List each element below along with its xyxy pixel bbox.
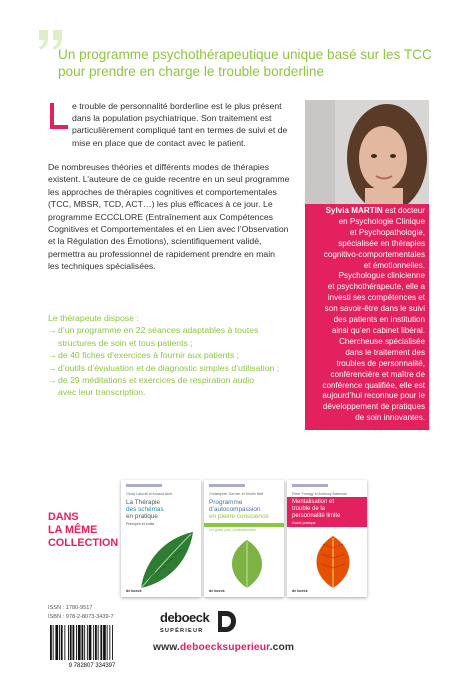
- barcode-bar: [109, 625, 110, 660]
- book-subtitle: Un guide pour professionnels: [209, 528, 256, 532]
- issn: ISSN : 1780-9517: [48, 605, 93, 611]
- bio-line: Chercheuse spécialisée: [339, 336, 425, 346]
- barcode-bar: [84, 625, 85, 660]
- bio-line: et Psychopathologie,: [349, 227, 425, 237]
- barcode-bar: [100, 625, 102, 660]
- url-domain: deboecksuperieur: [179, 642, 270, 653]
- dropcap-letter: [48, 102, 70, 130]
- list-item: [48, 374, 298, 386]
- barcode-bar: [112, 625, 113, 660]
- intro-line: particulièrement compliqué tant en termes de suivi et de: [72, 125, 288, 136]
- book-title-line: en pratique: [126, 513, 158, 520]
- author-name: Sylvia MARTIN: [325, 206, 383, 215]
- publisher-logo: [160, 609, 238, 635]
- list-item-text: d’outils d’évaluation et de diagnostic simples d’utilisation ;: [58, 362, 280, 373]
- arrow-right-icon: →: [48, 325, 57, 336]
- series-bar: [292, 484, 328, 487]
- bio-line: son savoir-être dans le suivi: [324, 304, 425, 314]
- book-title-line: des schémas: [126, 506, 164, 513]
- book-title-line: La Thérapie: [126, 499, 160, 506]
- book-subtitle: Principes et outils: [126, 522, 155, 526]
- bio-line: aujourd’hui reconnue pour le: [322, 391, 425, 401]
- bio-line: développement de pratiques: [322, 402, 425, 412]
- leaf-illustration: [135, 530, 197, 590]
- website-url[interactable]: [153, 642, 294, 653]
- book-cover[interactable]: [121, 480, 201, 597]
- bio-line: est docteur: [384, 206, 425, 215]
- barcode: [48, 624, 136, 668]
- title-band: [204, 523, 284, 527]
- barcode-bar: [55, 625, 58, 660]
- barcode-number: 9 782807 334397: [68, 663, 116, 668]
- intro-line: e trouble de personnalité borderline est le plus présent: [72, 101, 282, 111]
- collection-label-line: LA MÊME: [48, 524, 98, 536]
- author-photo: [305, 100, 429, 204]
- headline-line-1: Un programme psychothérapeutique unique basé sur les TCC: [58, 47, 432, 62]
- list-item: [48, 362, 298, 374]
- book-cover[interactable]: [204, 480, 284, 597]
- bio-line: ainsi qu’en cabinet libéral.: [331, 325, 425, 335]
- bio-line: et émotionnelles.: [363, 260, 425, 270]
- therapist-heading: Le thérapeute dispose :: [48, 313, 139, 323]
- issn-isbn-block: [48, 604, 114, 621]
- book-title-line: Programme: [209, 499, 243, 506]
- description-line: les approches de thérapies cognitives et comportementales: [48, 186, 277, 197]
- book-publisher-logo: de boeck: [292, 589, 308, 593]
- description-line: existent. L’auteure de ce guide recentre en un seul programme: [48, 174, 290, 185]
- isbn: ISBN : 978-2-8073-3439-7: [48, 613, 114, 620]
- bio-line: troubles de personnalité,: [336, 358, 425, 368]
- bio-line: cognitivo-comportementales: [323, 249, 425, 259]
- bio-line: et psychothérapeute, elle a: [327, 282, 425, 292]
- description-paragraph: [48, 161, 302, 273]
- bio-line: des patients en institution: [333, 315, 425, 325]
- url-prefix: www.: [153, 642, 180, 653]
- headline-line-2: pour prendre en charge le trouble borderline: [58, 64, 325, 79]
- bio-line: Psychologue clinicienne: [338, 271, 425, 281]
- barcode-bar: [78, 625, 81, 660]
- book-title-line: d’autocompassion: [209, 506, 261, 513]
- book-title: [292, 499, 364, 520]
- description-line: permettra au professionnel de rapidement prendre en main: [48, 248, 275, 259]
- barcode-bar: [59, 625, 60, 660]
- barcode-bar: [68, 625, 69, 660]
- description-line: Cognitives et Comportementales et en Lien avec l’Observation: [48, 224, 289, 235]
- barcode-bar: [70, 625, 72, 660]
- description-line: et la Régulation des Émotions), scientifiquement validé,: [48, 236, 262, 247]
- bio-line: de soin innovantes.: [355, 413, 425, 423]
- book-title-line: Mentalisation et: [292, 499, 335, 505]
- book-authors: Christopher Germer et Kristin Neff: [209, 492, 264, 496]
- publisher-name: deboeck: [160, 610, 210, 625]
- book-title-line: en pleine conscience: [209, 513, 269, 520]
- list-item-text: de 40 fiches d’exercices à fournir aux patients ;: [58, 350, 240, 361]
- bio-line: en Psychologie Clinique: [338, 216, 425, 226]
- collection-label-line: COLLECTION: [48, 537, 119, 549]
- list-item-continuation: structures de soin et tous patients ;: [58, 337, 193, 348]
- barcode-bar: [64, 625, 65, 660]
- barcode-bar: [61, 625, 63, 660]
- book-publisher-logo: de boeck: [209, 589, 225, 593]
- book-title: [209, 499, 281, 520]
- leaf-illustration: [222, 538, 272, 590]
- bio-line: dans le traitement des: [345, 347, 425, 357]
- book-title: [126, 499, 198, 520]
- description-line: De nombreuses théories et différents modes de thérapies: [48, 162, 270, 172]
- therapist-list: [48, 312, 298, 399]
- description-line: (TCC, MBSR, TCD, ACT…) les plus efficaces à ce jour. Le: [48, 199, 273, 210]
- barcode-bar: [73, 625, 75, 660]
- intro-line: dans la population psychiatrique. Son traitement est: [72, 113, 272, 124]
- book-publisher-logo: de boeck: [126, 589, 142, 593]
- bio-line: investi ses compétences et: [327, 293, 425, 303]
- barcode-bar: [87, 625, 88, 660]
- author-bio: [313, 206, 425, 424]
- list-item: [48, 349, 298, 361]
- barcode-bar: [103, 625, 106, 660]
- series-bar: [126, 484, 162, 487]
- bio-line: conférencière et maître de: [330, 369, 425, 379]
- barcode-bar: [98, 625, 99, 660]
- list-item: [48, 324, 298, 336]
- bio-line: spécialisée en thérapies: [338, 238, 425, 248]
- barcode-bar: [93, 625, 94, 660]
- arrow-right-icon: →: [48, 362, 57, 373]
- leaf-illustration: [307, 534, 359, 590]
- book-title-line: personnalité limite: [292, 513, 341, 519]
- barcode-bar: [76, 625, 77, 660]
- book-authors: Cindy Lalovitt et Arnaud Arnb: [126, 492, 173, 496]
- headline: [58, 46, 438, 80]
- bio-line: conférence qualifiée, elle est: [322, 380, 425, 390]
- dropcap-text: L: [48, 102, 49, 103]
- book-cover[interactable]: [287, 480, 367, 597]
- barcode-bar: [53, 625, 54, 660]
- list-item-text: d’un programme en 22 séances adaptables à toutes: [58, 325, 259, 336]
- list-item-text: de 29 méditations et exercices de respiration audio: [58, 375, 255, 386]
- intro-line: mise en place que de contact avec le patient.: [72, 137, 246, 148]
- intro-paragraph: [72, 100, 296, 149]
- description-line: programme ECCCLORE (Entraînement aux Compétences: [48, 211, 274, 222]
- barcode-bar: [95, 625, 97, 660]
- barcode-bar: [82, 625, 84, 660]
- collection-label-line: DANS: [48, 511, 79, 523]
- list-item-continuation: avec leur transcription.: [58, 387, 146, 398]
- arrow-right-icon: →: [48, 350, 57, 361]
- barcode-bar: [50, 625, 52, 660]
- collection-label: [48, 511, 118, 550]
- barcode-bar: [107, 625, 108, 660]
- book-subtitle: Guide pratique: [292, 521, 316, 525]
- barcode-bar: [89, 625, 92, 660]
- arrow-right-icon: →: [48, 375, 57, 386]
- book-authors: Peter Fonagy et Anthony Bateman: [292, 492, 347, 496]
- series-bar: [209, 484, 245, 487]
- book-title-line: trouble de la: [292, 506, 326, 512]
- publisher-tagline: SUPÉRIEUR: [160, 628, 204, 634]
- url-suffix: .com: [269, 642, 295, 653]
- description-line: les techniques spécialisées.: [48, 261, 156, 272]
